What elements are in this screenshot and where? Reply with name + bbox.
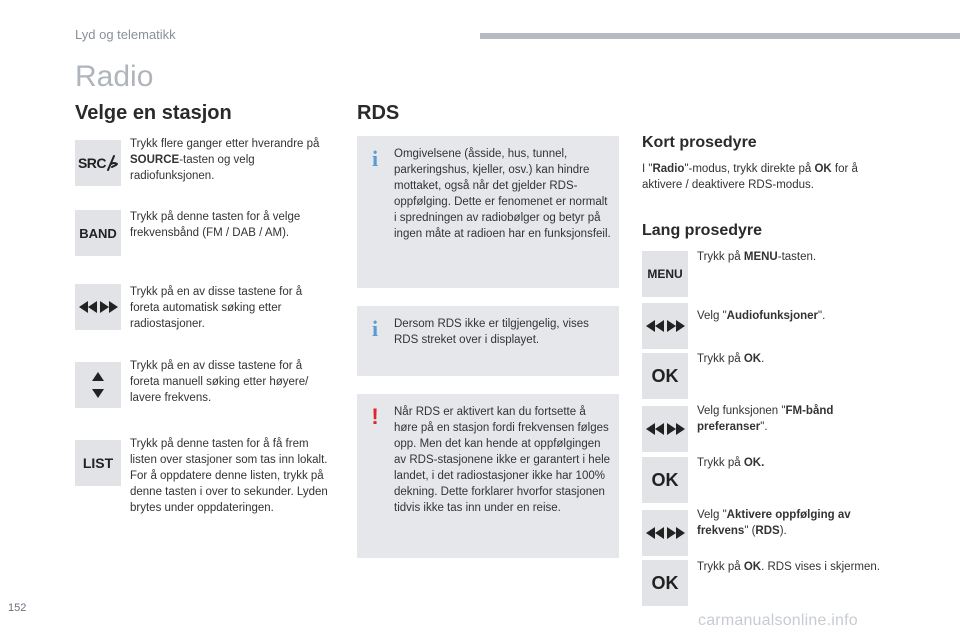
info-box-rds-unavailable: i Dersom RDS ikke er tilgjengelig, vises RDS streket over i displayet. [357, 306, 619, 376]
double-arrow-left-right-icon [646, 320, 685, 332]
double-arrow-left-right-icon [79, 301, 118, 313]
step-3-text: Trykk på OK. [697, 353, 765, 365]
ok-button: OK [642, 560, 688, 606]
info-icon: i [371, 146, 379, 171]
list-button: LIST [75, 440, 121, 486]
section-heading-lang: Lang prosedyre [642, 222, 763, 239]
item-list-text: Trykk på denne tasten for å få frem listen over stasjoner som tas inn lokalt. For å oppdatere denne listen, trykk på denne tasten i over to sekunder. Lyden brytes under oppdateringen. [130, 438, 328, 514]
ok-button: OK [642, 457, 688, 503]
manual-search-button [75, 362, 121, 408]
item-band-text: Trykk på denne tasten for å velge frekvensbånd (FM / DAB / AM). [130, 211, 301, 239]
step-5-text: Trykk på OK. [697, 457, 765, 469]
step-2-text: Velg "Audiofunksjoner". [697, 310, 826, 322]
info-box-reception: i Omgivelsene (åsside, hus, tunnel, parkeringshus, kjeller, osv.) kan hindre mottaket, også når det gjelder RDS-oppfølging. Dette er fenomenet er normalt i spredningen av radiobølger og betyr på ingen måte at radioen har en funksjonsfeil. [357, 136, 619, 288]
kort-text: I "Radio"-modus, trykk direkte på OK for å aktivere / deaktivere RDS-modus. [642, 163, 858, 191]
step-1-text: Trykk på MENU-tasten. [697, 251, 817, 263]
step-6-text: Velg "Aktivere oppfølging av frekvens" (RDS). [697, 509, 851, 537]
section-heading-kort: Kort prosedyre [642, 134, 757, 151]
item-seek-text: Trykk på en av disse tastene for å foreta automatisk søking etter radiostasjoner. [130, 286, 303, 330]
page-title: Radio [75, 60, 154, 93]
section-heading-rds: RDS [357, 102, 400, 124]
warning-icon: ! [371, 404, 379, 429]
seek-button [642, 510, 688, 556]
seek-button [75, 284, 121, 330]
warning-box-rds-coverage: ! Når RDS er aktivert kan du fortsette å høre på en stasjon fordi frekvensen følges opp. Men det kan hende at oppfølgingen av RDS-stasjonene ikke er garantert i hele landet, i det radiostasjoner ikke har 100% dekning. Dette forklarer hvorfor stasjonen tidvis ikke tas inn under en reise. [357, 394, 619, 558]
step-7-text: Trykk på OK. RDS vises i skjermen. [697, 561, 880, 573]
menu-button: MENU [642, 251, 688, 297]
item-src-text: Trykk flere ganger etter hverandre på SOURCE-tasten og velg radiofunksjonen. [130, 138, 320, 182]
band-button: BAND [75, 210, 121, 256]
step-4-text: Velg funksjonen "FM-bånd preferanser". [697, 405, 834, 433]
src-slash-icon [106, 155, 118, 171]
seek-button [642, 303, 688, 349]
src-button: SRC [75, 140, 121, 186]
up-arrow-icon [92, 372, 104, 381]
watermark: carmanualsonline.info [698, 612, 858, 629]
seek-button [642, 406, 688, 452]
ok-button: OK [642, 353, 688, 399]
double-arrow-left-right-icon [646, 527, 685, 539]
header-bar [480, 33, 960, 39]
double-arrow-left-right-icon [646, 423, 685, 435]
down-arrow-icon [92, 389, 104, 398]
section-heading-velge: Velge en stasjon [75, 102, 232, 124]
info-icon: i [371, 316, 379, 341]
item-updown-text: Trykk på en av disse tastene for å foreta manuell søking etter høyere/ lavere frekvens. [130, 360, 309, 404]
header-section-title: Lyd og telematikk [75, 27, 176, 42]
page-number: 152 [8, 602, 27, 614]
